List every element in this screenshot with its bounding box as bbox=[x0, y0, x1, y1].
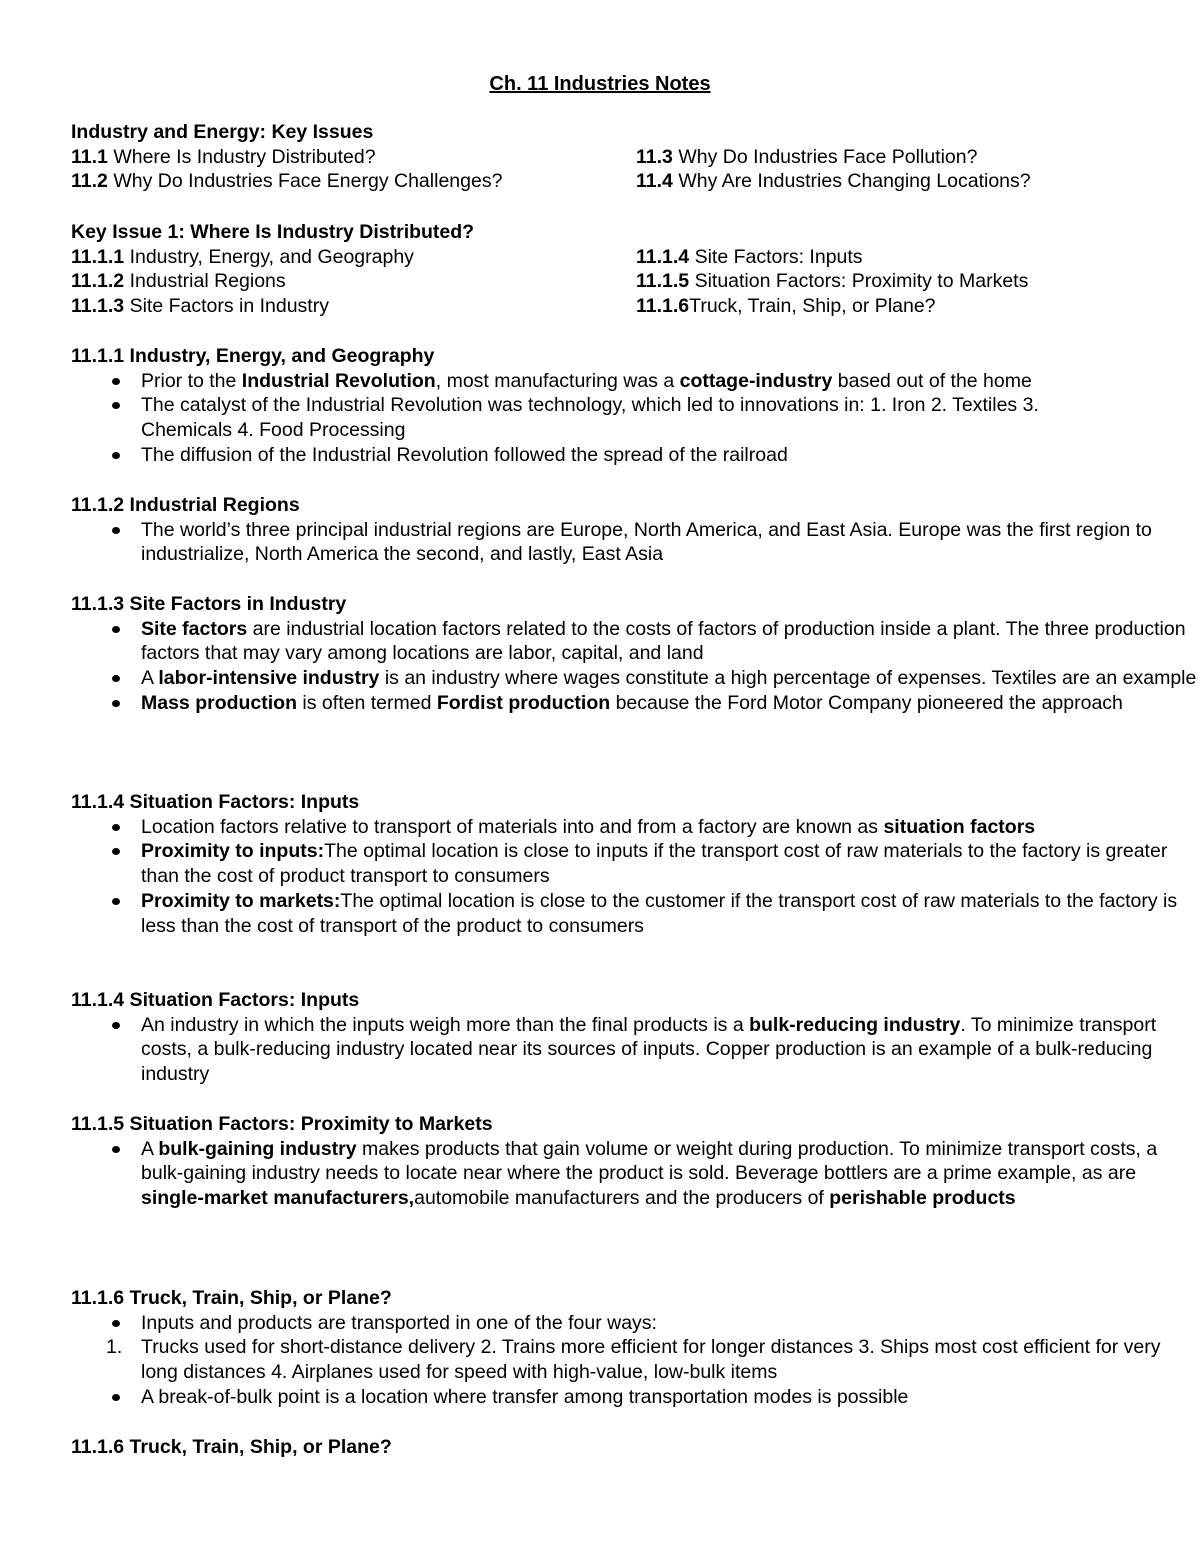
subtopic-text: Industry, Energy, and Geography bbox=[129, 245, 414, 268]
key-issues-row bbox=[71, 145, 1131, 170]
page-title: Ch. 11 Industries Notes bbox=[489, 73, 711, 95]
bullet-item: A bulk-gaining industry makes products that gain volume or weight during production. To minimize transport costs, a bulk-gaining industry needs to locate near where the product is sold. Beverage bottlers are a prime example, as are single-market manufacturers,automobile manufacturers and the producers of perishable products bbox=[71, 1137, 1200, 1211]
section-heading: 11.1.3 Site Factors in Industry bbox=[71, 593, 347, 615]
issue-number: 11.4 bbox=[636, 170, 673, 193]
bullet-item: Location factors relative to transport of materials into and from a factory are known as situation factors bbox=[71, 815, 1200, 840]
subtopic-text: Situation Factors: Proximity to Markets bbox=[694, 270, 1029, 293]
bullet-item: Prior to the Industrial Revolution, most manufacturing was a cottage-industry based out of the home bbox=[71, 369, 1200, 394]
issue-number: 11.2 bbox=[71, 170, 108, 193]
key-issue-1-section bbox=[71, 220, 1131, 319]
bullet-item: The diffusion of the Industrial Revolution followed the spread of the railroad bbox=[71, 443, 1200, 468]
bullet-item: Inputs and products are transported in one of the four ways: bbox=[71, 1311, 1200, 1336]
section-industrial-regions bbox=[71, 493, 1200, 567]
key-issues-row bbox=[71, 169, 1131, 194]
subtopic-number: 11.1.6 bbox=[636, 295, 690, 318]
bullet-item: Proximity to markets:The optimal location is close to the customer if the transport cost of raw materials to the factory is less than the cost of transport of the product to consumers bbox=[71, 889, 1200, 938]
bullet-item: Proximity to inputs:The optimal location is close to inputs if the transport cost of raw materials to the factory is greater than the cost of product transport to consumers bbox=[71, 839, 1200, 888]
bullet-item: A labor-intensive industry is an industry where wages constitute a high percentage of expenses. Textiles are an example bbox=[71, 666, 1200, 691]
subtopic-number: 11.1.4 bbox=[636, 245, 690, 268]
section-situation-factors-b bbox=[71, 988, 1200, 1087]
section-heading: 11.1.1 Industry, Energy, and Geography bbox=[71, 345, 435, 367]
section-heading: 11.1.6 Truck, Train, Ship, or Plane? bbox=[71, 1287, 392, 1309]
issue-number: 11.1 bbox=[71, 145, 108, 168]
subtopic-text: Site Factors in Industry bbox=[129, 295, 329, 318]
section-heading: 11.1.6 Truck, Train, Ship, or Plane? bbox=[71, 1436, 392, 1458]
subtopic-text: Site Factors: Inputs bbox=[694, 245, 863, 268]
bullet-item: Site factors are industrial location factors related to the costs of factors of production inside a plant. The three production factors that may vary among locations are labor, capital, and land bbox=[71, 617, 1200, 666]
subtopic-text: Industrial Regions bbox=[129, 270, 286, 293]
subtopic-row bbox=[71, 245, 1131, 270]
numbered-item: 1. Trucks used for short-distance delivery 2. Trains more efficient for longer distances 3. Ships most cost efficient for very long distances 4. Airplanes used for speed with high-value, low-bulk items bbox=[106, 1336, 1161, 1384]
subtopic-number: 11.1.2 bbox=[71, 270, 125, 293]
section-proximity-to-markets bbox=[71, 1112, 1200, 1211]
key-issues-section bbox=[71, 120, 1131, 194]
bullet-item: Mass production is often termed Fordist production because the Ford Motor Company pioneered the approach bbox=[71, 691, 1200, 716]
key-issues-heading: Industry and Energy: Key Issues bbox=[71, 121, 374, 143]
subtopic-row bbox=[71, 269, 1131, 294]
issue-number: 11.3 bbox=[636, 145, 673, 168]
section-transport-modes-continued bbox=[71, 1435, 392, 1460]
subtopic-number: 11.1.1 bbox=[71, 245, 125, 268]
bullet-item: The world’s three principal industrial regions are Europe, North America, and East Asia. Europe was the first region to industrialize, North America the second, and lastly, East Asia bbox=[71, 518, 1200, 567]
section-site-factors bbox=[71, 592, 1200, 716]
key-issue-1-heading: Key Issue 1: Where Is Industry Distributed? bbox=[71, 221, 475, 243]
subtopic-number: 11.1.5 bbox=[636, 270, 690, 293]
section-industry-energy-geography bbox=[71, 344, 1200, 468]
issue-text: Why Do Industries Face Pollution? bbox=[678, 145, 978, 168]
subtopic-number: 11.1.3 bbox=[71, 295, 125, 318]
bullet-item: A break-of-bulk point is a location where transfer among transportation modes is possible bbox=[71, 1385, 1200, 1410]
bullet-item: An industry in which the inputs weigh more than the final products is a bulk-reducing industry. To minimize transport costs, a bulk-reducing industry located near its sources of inputs. Copper production is an example of a bulk-reducing industry bbox=[71, 1013, 1200, 1087]
issue-text: Why Do Industries Face Energy Challenges? bbox=[113, 170, 503, 193]
section-situation-factors-a bbox=[71, 790, 1200, 938]
section-transport-modes bbox=[71, 1286, 1200, 1410]
section-heading: 11.1.5 Situation Factors: Proximity to Markets bbox=[71, 1113, 493, 1135]
subtopic-text: Truck, Train, Ship, or Plane? bbox=[689, 295, 936, 318]
section-heading: 11.1.2 Industrial Regions bbox=[71, 494, 300, 516]
bullet-item: The catalyst of the Industrial Revolution was technology, which led to innovations in: 1. Iron 2. Textiles 3. Chemicals 4. Food Processing bbox=[71, 393, 1101, 442]
subtopic-row bbox=[71, 294, 1131, 319]
issue-text: Where Is Industry Distributed? bbox=[113, 145, 376, 168]
section-heading: 11.1.4 Situation Factors: Inputs bbox=[71, 989, 360, 1011]
section-heading: 11.1.4 Situation Factors: Inputs bbox=[71, 791, 360, 813]
issue-text: Why Are Industries Changing Locations? bbox=[678, 170, 1031, 193]
